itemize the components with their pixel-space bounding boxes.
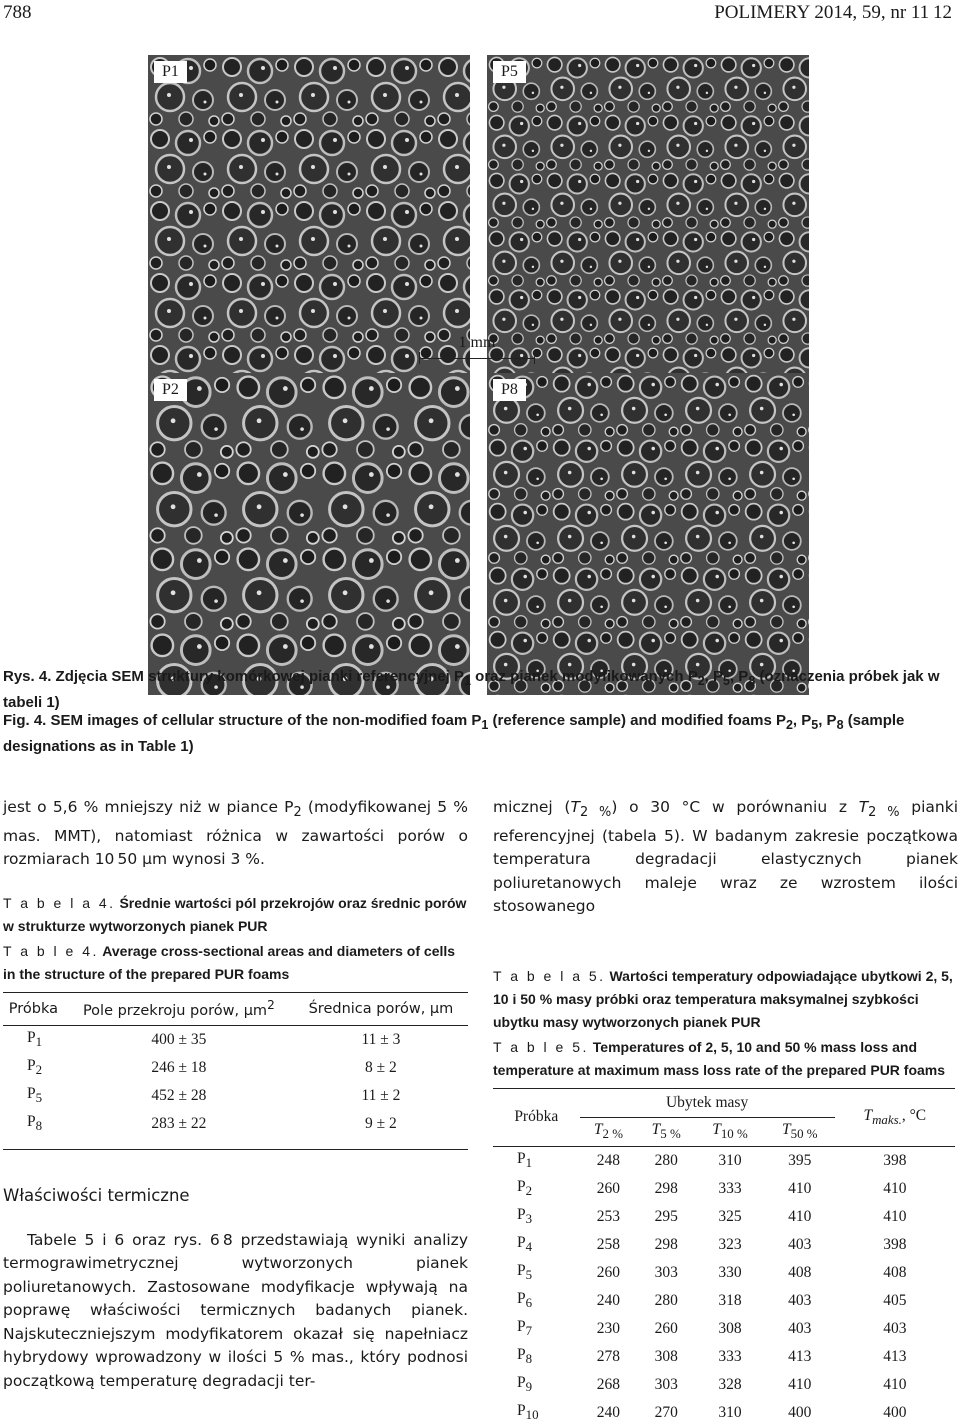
sem-image-p8	[487, 373, 809, 695]
paragraph: jest o 5,6 % mniejszy niż w piance $P_2$ (modyfikowanej 5 % mas. MMT), natomiast różnica w zawartości porów o rozmiarach 10 50 μm wynosi 3 %.	[3, 798, 468, 869]
table-header: Ubytek masy	[580, 1088, 835, 1117]
paragraph: Tabele 5 i 6 oraz rys. 6 8 przedstawiają wyniki analizy termograwimetrycznej wytworzonych pianek poliuretanowych. Zastosowane modyfikacje wpływają na poprawę właściwości termicznych badanych pianek. Najskuteczniejszym modyfikatorem okazał się napełniacz hybrydowy wprowadzony w ilości 5 % mas., który podnosi początkową temperaturę degradacji ter-	[3, 1230, 468, 1390]
table-row: $P_5$ 260 303 330 408 408	[517, 1262, 907, 1283]
panel-label: P5	[493, 61, 526, 83]
figure-caption-pl: Rys. 4. Zdjęcia SEM struktury komórkowej pianki referencyjnej $P_1$ oraz pianek modyfikowanych $P_2$, $P_5$, $P_8$ (oznaczenia próbek jak w tabeli 1)	[3, 668, 940, 711]
table-row: $P_9$ 268 303 328 410 410	[517, 1374, 907, 1395]
section-title: Właściwości termiczne	[3, 1185, 190, 1205]
table-row: $P_5$ 452 ± 28 11 ± 2	[27, 1085, 401, 1106]
table-row: $P_1$ 400 ± 35 11 ± 3	[27, 1029, 401, 1050]
table-header: $T_{2 \%}$	[593, 1121, 623, 1142]
panel-label: P8	[493, 379, 526, 401]
table5-caption-pl: T a b e l a 5. Wartości temperatury odpowiadające ubytkowi 2, 5, 10 i 50 % masy próbki oraz temperatura maksymalnej szybkości ubytku masy wytworzonych pianek PUR	[493, 967, 953, 1030]
table-header: $T_{10 \%}$	[712, 1121, 748, 1142]
scale-bar-label: 1 mm	[458, 334, 496, 351]
journal-header: POLIMERY 2014, 59, nr 11 12	[714, 2, 952, 23]
table-5	[493, 1088, 955, 1427]
page-number: 788	[3, 2, 32, 23]
panel-label: P2	[154, 379, 187, 401]
table-row: $P_4$ 258 298 323 403 398	[517, 1234, 907, 1255]
table-row: $P_8$ 283 ± 22 9 ± 2	[3, 1110, 468, 1150]
scale-bar	[419, 334, 535, 372]
table4-caption-pl: T a b e l a 4. Średnie wartości pól przekrojów oraz średnic porów w strukturze wytworzonych pianek PUR	[3, 894, 467, 934]
table-header: Próbka	[8, 1000, 59, 1017]
left-column	[3, 796, 468, 1393]
table-header: $T_{maks.}$, °C	[835, 1088, 955, 1146]
sem-image-p2	[148, 373, 470, 695]
table4-caption-en: T a b l e 4. Average cross-sectional areas and diameters of cells in the structure of the prepared PUR foams	[3, 942, 456, 982]
table-row: $P_6$ 240 280 318 403 405	[517, 1290, 907, 1311]
table-4	[3, 992, 468, 1150]
table-header: Próbka	[493, 1088, 580, 1146]
table-row: $P_8$ 278 308 333 413 413	[517, 1346, 907, 1367]
table-header: $T_{5 \%}$	[651, 1121, 681, 1142]
sem-image-p5	[487, 55, 809, 377]
right-column	[493, 796, 958, 1427]
table5-caption-en: T a b l e 5. Temperatures of 2, 5, 10 and 50 % mass loss and temperature at maximum mass loss rate of the prepared PUR foams	[493, 1038, 946, 1078]
figure-caption-en: Fig. 4. SEM images of cellular structure of the non-modified foam $P_1$ (reference sample) and modified foams $P_2$, $P_5$, $P_8$ (sample designations as in Table 1)	[3, 712, 905, 755]
table-header: Pole przekroju porów, $\mu m^2$	[82, 998, 275, 1019]
table-row: $P_1$ 248 280 310 395 398	[517, 1150, 907, 1171]
sem-image-p1	[148, 55, 470, 377]
panel-label: P1	[154, 61, 187, 83]
table-row: $P_2$ 260 298 333 410 410	[517, 1178, 907, 1199]
table-row: $P_3$ 253 295 325 410 410	[517, 1206, 907, 1227]
table-row: $P_{10}$ 240 270 310 400 400	[517, 1402, 907, 1423]
table-header: $T_{50 \%}$	[781, 1121, 818, 1142]
table-header: Średnica porów, μm	[308, 1000, 454, 1017]
paragraph: micznej $(T_{2 \%})$ o 30 °C w porównaniu z $T_{2 \%}$ pianki referencyjnej (tabela 5). W badanym zakresie początkowa temperatura degradacji elastycznych pianek poliuretanowych maleje wraz ze wzrostem ilości stosowanego	[493, 798, 958, 916]
table-row: $P_7$ 230 260 308 403 403	[517, 1318, 907, 1339]
table-row: $P_2$ 246 ± 18 8 ± 2	[27, 1057, 397, 1078]
